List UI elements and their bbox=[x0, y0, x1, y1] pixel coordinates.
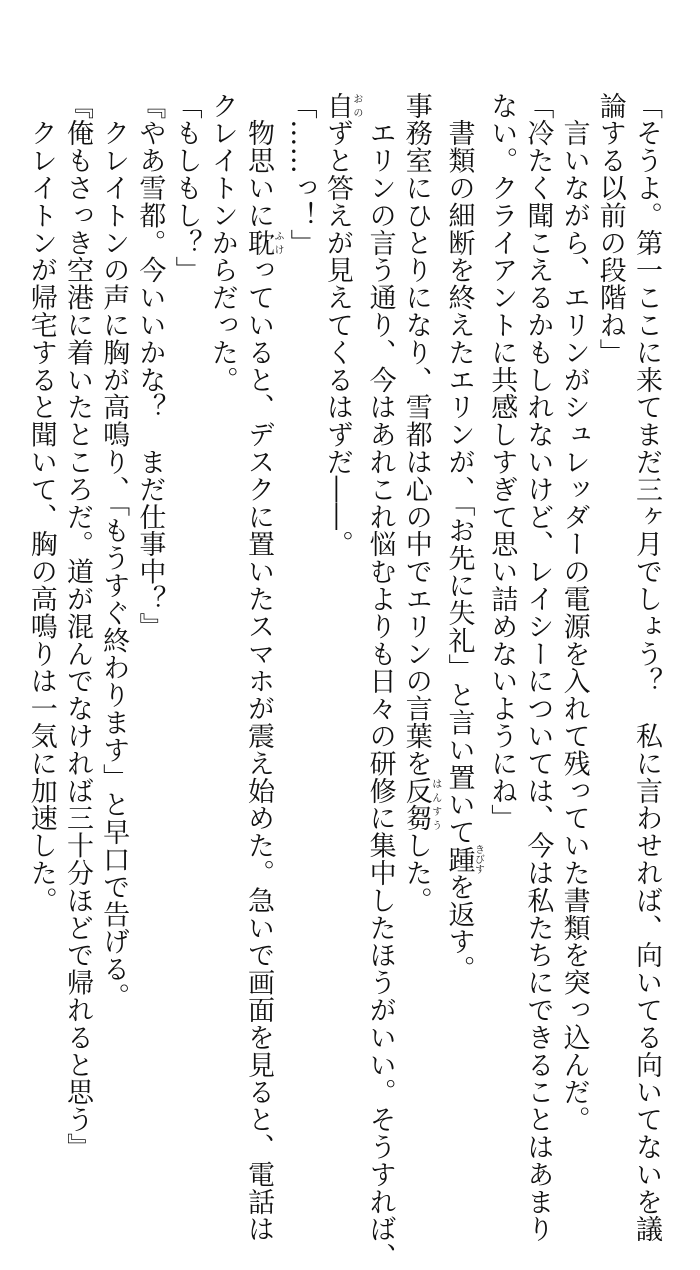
text-line-9 bbox=[319, 92, 362, 992]
text-line-11-head: 物思いに bbox=[242, 92, 274, 229]
text-line-5: ない。クライアントに共感しすぎて思い詰めないようにね」 bbox=[486, 92, 518, 832]
text-line-8: エリンの言う通り、今はあれこれ悩むよりも日々の研修に集中したほうがいい。そうすれば、 bbox=[364, 92, 396, 1270]
ruby-fuke-reading: ふけ bbox=[271, 229, 283, 257]
text-line-6-head: 書類の細断を終えたエリンが、「お先に失礼」と言い置いて bbox=[443, 92, 475, 846]
vertical-text-body bbox=[23, 92, 664, 1270]
text-line-11-tail: っていると、デスクに置いたスマホが震え始めた。急いで画面を見ると、電話は bbox=[242, 256, 274, 1243]
text-line-16: 『俺もさっき空港に着いたところだ。道が混んでなければ三十分ほどで帰れると思う』 bbox=[61, 92, 93, 1161]
text-line-4: 「冷たく聞こえるかもしれないけど、レイシーについては、今は私たちにできることはあまり bbox=[522, 92, 554, 1243]
text-line-10: 「……っ！」 bbox=[285, 92, 317, 257]
ruby-hansuu-base: 反芻 bbox=[400, 777, 432, 832]
text-line-2: 論する以前の段階ね」 bbox=[594, 92, 626, 366]
text-line-7-tail: した。 bbox=[400, 831, 432, 915]
ruby-ono bbox=[321, 92, 362, 120]
ruby-kibisu bbox=[443, 844, 484, 875]
ruby-ono-base: 自 bbox=[321, 92, 353, 120]
ruby-fuke-base: 耽 bbox=[242, 229, 274, 257]
text-line-15: クレイトンの声に胸が高鳴り、「もうすぐ終わります」と早口で告げる。 bbox=[98, 92, 130, 1011]
text-line-3: 言いながら、エリンがシュレッダーの電源を入れて残っていた書類を突っ込んだ。 bbox=[558, 92, 590, 1134]
text-line-1: 「そうよ。第一ここに来てまだ三ヶ月でしょう？ 私に言わせれば、向いてる向いてないを議 bbox=[631, 92, 662, 1243]
ruby-kibisu-base: 踵 bbox=[443, 844, 475, 875]
ruby-kibisu-reading: きびす bbox=[472, 844, 484, 875]
text-line-9-tail: ずと答えが見えてくるはずだ――。 bbox=[321, 119, 353, 558]
text-line-12: クレイトンからだった。 bbox=[206, 92, 238, 394]
text-line-17: クレイトンが帰宅すると聞いて、胸の高鳴りは一気に加速した。 bbox=[25, 92, 57, 914]
text-line-11 bbox=[240, 92, 283, 1243]
ruby-fuke bbox=[242, 229, 283, 257]
text-line-7 bbox=[398, 92, 441, 992]
text-line-13: 「もしもし？」 bbox=[170, 92, 202, 284]
text-line-14: 『やあ雪都。今いいかな？ まだ仕事中？』 bbox=[134, 92, 166, 640]
text-line-7-head: 事務室にひとりになり、雪都は心の中でエリンの言葉を bbox=[400, 92, 432, 777]
ruby-hansuu-reading: はんすう bbox=[429, 777, 441, 832]
text-line-6 bbox=[440, 92, 483, 992]
text-line-6-tail: を返す。 bbox=[443, 873, 475, 983]
ruby-hansuu bbox=[400, 777, 441, 832]
ruby-ono-reading: おの bbox=[350, 92, 362, 120]
